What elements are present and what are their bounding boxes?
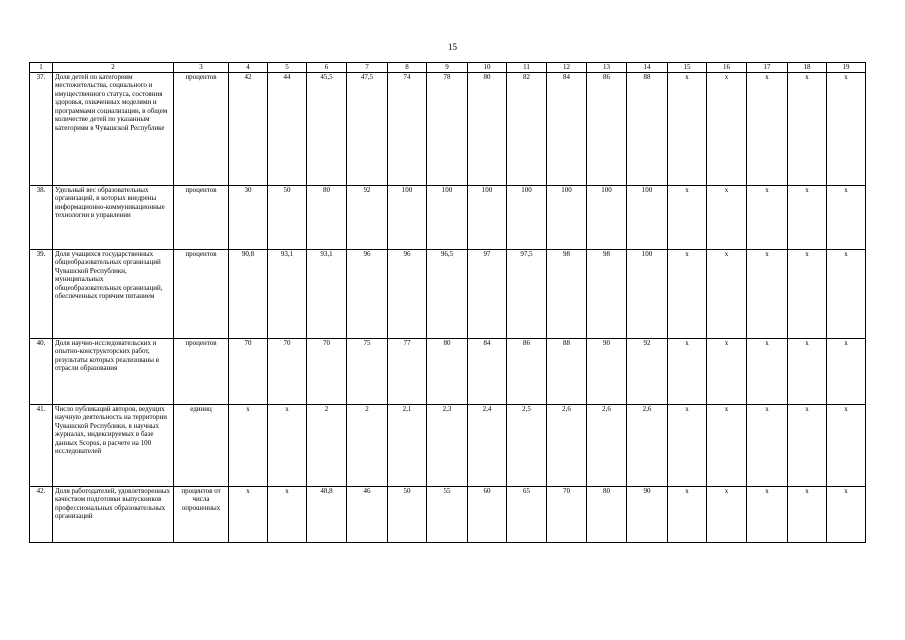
value-cell-col-6: 70 <box>307 338 347 404</box>
value-cell-col-7: 47,5 <box>347 72 388 185</box>
value-cell-col-15: х <box>668 185 707 249</box>
value-cell-col-13: 90 <box>587 338 627 404</box>
value-cell-col-17: х <box>747 185 788 249</box>
column-number-15: 15 <box>668 63 707 73</box>
value-cell-col-18: х <box>788 72 827 185</box>
value-cell-col-16: х <box>707 338 747 404</box>
column-number-16: 16 <box>707 63 747 73</box>
value-cell-col-18: х <box>788 404 827 486</box>
value-cell-col-7: 96 <box>347 249 388 338</box>
indicators-table <box>29 62 866 543</box>
value-cell-col-13: 86 <box>587 72 627 185</box>
value-cell-col-19: х <box>827 486 866 542</box>
table-row <box>30 185 866 249</box>
value-cell-col-4: х <box>229 404 268 486</box>
table-row <box>30 72 866 185</box>
value-cell-col-11: 82 <box>507 72 547 185</box>
value-cell-col-6: 45,5 <box>307 72 347 185</box>
value-cell-col-4: 90,8 <box>229 249 268 338</box>
value-cell-col-14: 100 <box>627 249 668 338</box>
value-cell-col-9: 78 <box>427 72 468 185</box>
value-cell-col-10: 80 <box>468 72 507 185</box>
column-number-2: 2 <box>53 63 174 73</box>
value-cell-col-16: х <box>707 249 747 338</box>
column-number-13: 13 <box>587 63 627 73</box>
row-number: 41. <box>30 404 53 486</box>
table-row <box>30 486 866 542</box>
unit-of-measure: процентов <box>174 72 229 185</box>
value-cell-col-11: 2,5 <box>507 404 547 486</box>
column-number-10: 10 <box>468 63 507 73</box>
value-cell-col-8: 77 <box>388 338 427 404</box>
column-number-4: 4 <box>229 63 268 73</box>
value-cell-col-8: 74 <box>388 72 427 185</box>
value-cell-col-12: 98 <box>547 249 587 338</box>
value-cell-col-8: 100 <box>388 185 427 249</box>
value-cell-col-9: 80 <box>427 338 468 404</box>
unit-of-measure: процентов <box>174 249 229 338</box>
value-cell-col-8: 96 <box>388 249 427 338</box>
value-cell-col-17: х <box>747 72 788 185</box>
row-number: 38. <box>30 185 53 249</box>
value-cell-col-12: 88 <box>547 338 587 404</box>
value-cell-col-17: х <box>747 338 788 404</box>
column-number-17: 17 <box>747 63 788 73</box>
column-number-11: 11 <box>507 63 547 73</box>
value-cell-col-4: 70 <box>229 338 268 404</box>
value-cell-col-18: х <box>788 249 827 338</box>
column-number-19: 19 <box>827 63 866 73</box>
column-number-12: 12 <box>547 63 587 73</box>
indicator-name: Доля научно-исследовательских и опытно-конструкторских работ, результаты которых реализованы в отрасли образования <box>53 338 174 404</box>
value-cell-col-10: 97 <box>468 249 507 338</box>
value-cell-col-6: 80 <box>307 185 347 249</box>
row-number: 39. <box>30 249 53 338</box>
value-cell-col-13: 100 <box>587 185 627 249</box>
unit-of-measure: процентов от числа опрошенных <box>174 486 229 542</box>
value-cell-col-14: 92 <box>627 338 668 404</box>
value-cell-col-12: 2,6 <box>547 404 587 486</box>
unit-of-measure: единиц <box>174 404 229 486</box>
column-number-7: 7 <box>347 63 388 73</box>
indicator-name: Доля учащихся государственных общеобразовательных организаций Чувашской Республики, муниципальных общеобразовательных организаций, обеспеченных горячим питанием <box>53 249 174 338</box>
value-cell-col-17: х <box>747 486 788 542</box>
value-cell-col-9: 100 <box>427 185 468 249</box>
column-number-row <box>30 63 866 73</box>
value-cell-col-7: 75 <box>347 338 388 404</box>
value-cell-col-7: 92 <box>347 185 388 249</box>
value-cell-col-17: х <box>747 249 788 338</box>
value-cell-col-17: х <box>747 404 788 486</box>
value-cell-col-13: 98 <box>587 249 627 338</box>
unit-of-measure: процентов <box>174 338 229 404</box>
value-cell-col-14: 100 <box>627 185 668 249</box>
value-cell-col-5: 93,1 <box>268 249 307 338</box>
value-cell-col-19: х <box>827 338 866 404</box>
table-row <box>30 338 866 404</box>
value-cell-col-8: 2,1 <box>388 404 427 486</box>
value-cell-col-11: 86 <box>507 338 547 404</box>
value-cell-col-10: 60 <box>468 486 507 542</box>
value-cell-col-19: х <box>827 185 866 249</box>
column-number-8: 8 <box>388 63 427 73</box>
value-cell-col-9: 55 <box>427 486 468 542</box>
column-number-18: 18 <box>788 63 827 73</box>
value-cell-col-16: х <box>707 486 747 542</box>
value-cell-col-13: 2,6 <box>587 404 627 486</box>
column-number-14: 14 <box>627 63 668 73</box>
value-cell-col-14: 88 <box>627 72 668 185</box>
indicator-name: Доля детей по категориям местожительства, социального и имущественного статуса, состояния здоровья, охваченных моделями и программами социализации, в общем количестве детей по указанным категориям в Чувашской Республике <box>53 72 174 185</box>
value-cell-col-16: х <box>707 404 747 486</box>
value-cell-col-19: х <box>827 249 866 338</box>
value-cell-col-5: 44 <box>268 72 307 185</box>
value-cell-col-15: х <box>668 338 707 404</box>
value-cell-col-9: 96,5 <box>427 249 468 338</box>
value-cell-col-5: х <box>268 486 307 542</box>
value-cell-col-10: 84 <box>468 338 507 404</box>
value-cell-col-10: 100 <box>468 185 507 249</box>
value-cell-col-13: 80 <box>587 486 627 542</box>
value-cell-col-10: 2,4 <box>468 404 507 486</box>
value-cell-col-14: 2,6 <box>627 404 668 486</box>
value-cell-col-18: х <box>788 486 827 542</box>
column-number-5: 5 <box>268 63 307 73</box>
value-cell-col-19: х <box>827 404 866 486</box>
value-cell-col-9: 2,3 <box>427 404 468 486</box>
value-cell-col-5: 70 <box>268 338 307 404</box>
value-cell-col-4: 30 <box>229 185 268 249</box>
value-cell-col-7: 46 <box>347 486 388 542</box>
column-number-6: 6 <box>307 63 347 73</box>
indicator-name: Доля работодателей, удовлетворенных качеством подготовки выпускников профессиональных образовательных организаций <box>53 486 174 542</box>
value-cell-col-11: 97,5 <box>507 249 547 338</box>
value-cell-col-6: 93,1 <box>307 249 347 338</box>
column-number-9: 9 <box>427 63 468 73</box>
row-number: 42. <box>30 486 53 542</box>
value-cell-col-16: х <box>707 72 747 185</box>
value-cell-col-6: 48,8 <box>307 486 347 542</box>
column-number-1: 1 <box>30 63 53 73</box>
value-cell-col-4: х <box>229 486 268 542</box>
value-cell-col-16: х <box>707 185 747 249</box>
value-cell-col-18: х <box>788 185 827 249</box>
value-cell-col-11: 100 <box>507 185 547 249</box>
unit-of-measure: процентов <box>174 185 229 249</box>
indicator-name: Число публикаций авторов, ведущих научную деятельность на территории Чувашской Республики, в научных журналах, индексируемых в базе данных Scopus, в расчете на 100 исследователей <box>53 404 174 486</box>
row-number: 40. <box>30 338 53 404</box>
value-cell-col-15: х <box>668 72 707 185</box>
value-cell-col-5: х <box>268 404 307 486</box>
value-cell-col-14: 90 <box>627 486 668 542</box>
value-cell-col-8: 50 <box>388 486 427 542</box>
value-cell-col-4: 42 <box>229 72 268 185</box>
value-cell-col-12: 84 <box>547 72 587 185</box>
page-number: 15 <box>448 42 457 52</box>
column-number-3: 3 <box>174 63 229 73</box>
value-cell-col-11: 65 <box>507 486 547 542</box>
indicator-name: Удельный вес образовательных организаций, в которых внедрены информационно-коммуникационные технологии в управлении <box>53 185 174 249</box>
table-row <box>30 404 866 486</box>
table-row <box>30 249 866 338</box>
value-cell-col-12: 100 <box>547 185 587 249</box>
value-cell-col-15: х <box>668 486 707 542</box>
row-number: 37. <box>30 72 53 185</box>
value-cell-col-15: х <box>668 249 707 338</box>
value-cell-col-18: х <box>788 338 827 404</box>
value-cell-col-15: х <box>668 404 707 486</box>
value-cell-col-19: х <box>827 72 866 185</box>
value-cell-col-5: 50 <box>268 185 307 249</box>
table-body <box>30 72 866 542</box>
value-cell-col-12: 70 <box>547 486 587 542</box>
value-cell-col-6: 2 <box>307 404 347 486</box>
value-cell-col-7: 2 <box>347 404 388 486</box>
